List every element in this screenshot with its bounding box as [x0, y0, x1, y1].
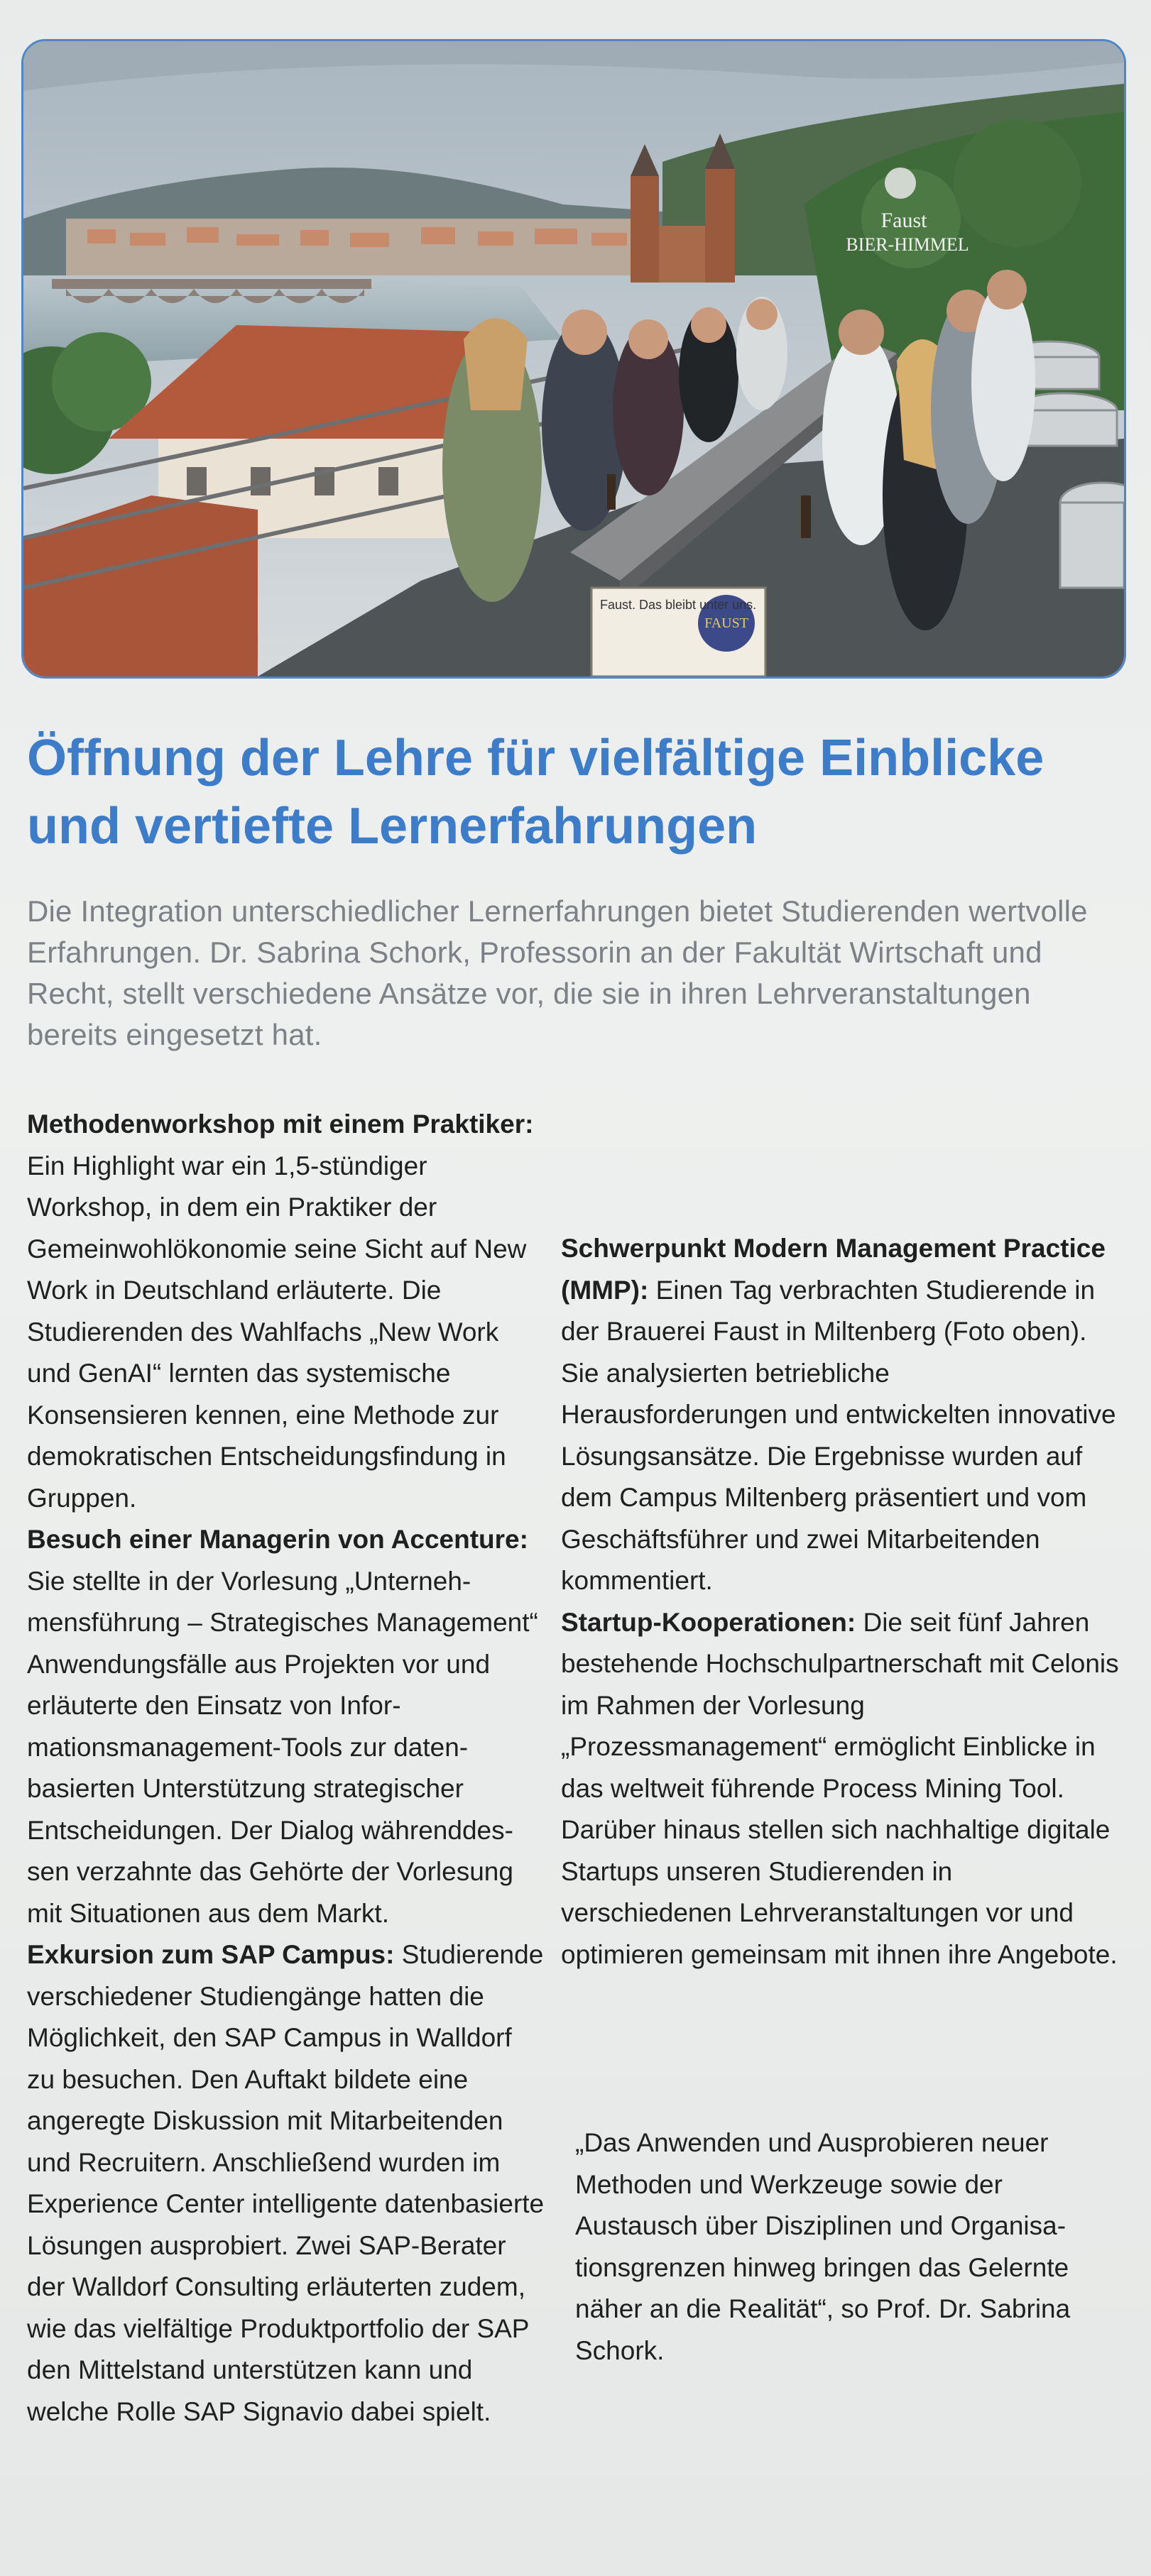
rooftop-scene	[23, 41, 1124, 676]
closing-quote: „Das Anwenden und Ausprobieren neuer Methoden und Werkzeuge sowie der Austausch über Disziplinen und Organisationsgrenzen hinweg bringen das Gelernte näher an die Realität“, so Prof. Dr. Sabrina Schork.	[575, 2128, 1071, 2365]
faust-board-text: Faust. Das bleibt unter uns.	[600, 598, 757, 612]
article-headline: Öffnung der Lehre für vielfältige Einblicke und vertiefte Lernerfahrungen	[27, 730, 1044, 855]
faust-sign-text: BIER-HIMMEL	[846, 234, 969, 255]
body-column-right	[561, 1104, 1122, 1975]
body-column-left	[27, 1104, 545, 2433]
section-text: Sie stellte in der Vorlesung „Unternehmensführung – Strategisches Management“ Anwendungsfälle aus Projekten vor und erläuterte den Einsatz von Informationsmanagement-Tools zur datenbasierten Unterstützung strategischer Entscheidungen. Der Dialog währenddessen verzahnte das Gehörte der Vorlesung mit Situationen aus dem Markt.	[27, 1566, 538, 1928]
section-accenture	[27, 1519, 545, 1934]
section-text: Ein Highlight war ein 1,5-stündiger Workshop, in dem ein Praktiker der Gemeinwohlökonomie seine Sicht auf New Work in Deutschland erläuterte. Die Studierenden des Wahlfachs „New Work und GenAI“ lernten das systemische Konsensieren kennen, eine Methode zur demokratischen Entscheidungsfindung in Gruppen.	[27, 1151, 527, 1513]
section-methodenworkshop	[27, 1104, 545, 1519]
section-text: Studierende verschiedener Studiengänge hatten die Möglichkeit, den SAP Campus in Walldorf zu besuchen. Den Auftakt bildete eine angeregte Diskussion mit Mitarbeitenden und Recruitern. Anschließend wurden im Experience Center intelligente datenbasierte Lösungen ausprobiert. Zwei SAP-Berater der Walldorf Consulting erläuterten zudem, wie das vielfältige Produktportfolio der SAP den Mittelstand unterstützen kann und welche Rolle SAP Signavio dabei spielt.	[27, 1940, 545, 2426]
faust-board	[591, 588, 765, 676]
section-heading: Methodenworkshop mit einem Praktiker:	[27, 1109, 534, 1139]
section-heading: Schwerpunkt Modern Management Practice (MMP):	[561, 1234, 1106, 1305]
article-lead: Die Integration unterschiedlicher Lernerfahrungen bietet Studierenden wertvolle Erfahrungen. Dr. Sabrina Schork, Professorin an der Fakultät Wirtschaft und Recht, stellt verschiedene Ansätze vor, die sie in ihren Lehrveranstaltungen bereits eingesetzt hat.	[27, 894, 1088, 1051]
section-heading: Exkursion zum SAP Campus:	[27, 1940, 395, 1969]
section-text: Einen Tag verbrachten Studierende in der Brauerei Faust in Miltenberg (Foto oben). Sie analysierten betriebliche Herausforderungen und entwickelten innovative Lösungsansätze. Die Ergebnisse wurden auf dem Campus Miltenberg präsentiert und vom Geschäftsführer und zwei Mitarbeitenden kommentiert.	[561, 1275, 1116, 1595]
section-mmp	[561, 1228, 1122, 1602]
section-heading: Startup-Kooperationen:	[561, 1607, 856, 1637]
faust-board-logo: FAUST	[704, 615, 748, 631]
section-text: Die seit fünf Jahren bestehende Hochschulpartnerschaft mit Celonis im Rahmen der Vorlesung „Prozessmanagement“ ermöglicht Einblicke in das weltweit führende Process Mining Tool. Darüber hinaus stellen sich nachhaltige digitale Startups unseren Studierenden in verschiedenen Lehrveranstaltungen vor und optimieren gemeinsam mit ihnen ihre Angebote.	[561, 1607, 1119, 1969]
section-startup	[561, 1602, 1122, 1976]
faust-sign-brand: Faust	[880, 209, 927, 232]
section-heading: Besuch einer Managerin von Accenture:	[27, 1525, 528, 1554]
section-sap-campus	[27, 1934, 545, 2433]
rooftop-photo	[21, 39, 1126, 679]
